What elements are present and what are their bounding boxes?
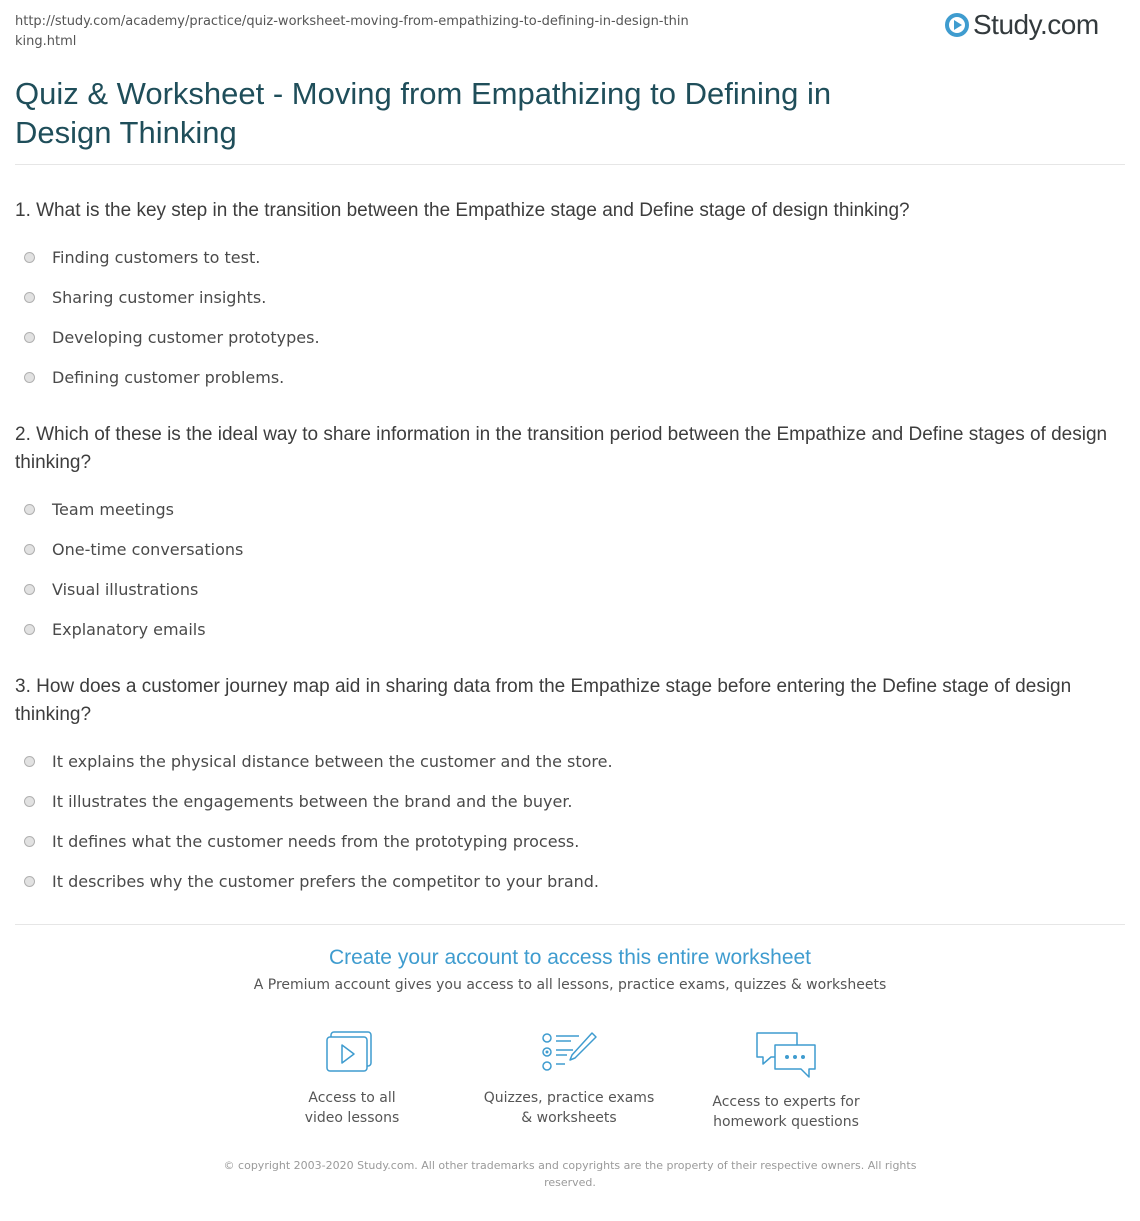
radio-button[interactable] — [24, 876, 35, 887]
answer-option[interactable] — [15, 781, 1125, 821]
radio-button[interactable] — [24, 292, 35, 303]
radio-button[interactable] — [24, 504, 35, 515]
option-label: It illustrates the engagements between the brand and the buyer. — [52, 791, 573, 811]
question-1 — [15, 197, 1125, 397]
feature-line: & worksheets — [521, 1110, 617, 1126]
title-divider — [15, 164, 1125, 165]
logo-text: Study.com — [973, 9, 1099, 40]
study-logo[interactable] — [944, 8, 1099, 42]
radio-button[interactable] — [24, 584, 35, 595]
radio-button[interactable] — [24, 544, 35, 555]
cta-divider — [15, 924, 1125, 925]
feature-line: Access to experts for — [712, 1094, 860, 1110]
answer-option[interactable] — [15, 569, 1125, 609]
option-label: Finding customers to test. — [52, 247, 261, 267]
copyright-notice: © copyright 2003-2020 Study.com. All other trademarks and copyrights are the property of their respective owners. All rights reserved. — [223, 1159, 917, 1189]
answer-option[interactable] — [15, 489, 1125, 529]
feature-experts — [676, 1030, 896, 1132]
feature-line: Access to all — [308, 1090, 396, 1106]
feature-line: video lessons — [304, 1110, 400, 1126]
answer-option[interactable] — [15, 237, 1125, 277]
option-label: Explanatory emails — [52, 619, 206, 639]
option-label: Defining customer problems. — [52, 367, 285, 387]
option-label: Team meetings — [52, 499, 174, 519]
radio-button[interactable] — [24, 252, 35, 263]
answer-option[interactable] — [15, 609, 1125, 649]
radio-button[interactable] — [24, 836, 35, 847]
question-2 — [15, 421, 1125, 649]
question-text: 3. How does a customer journey map aid in sharing data from the Empathize stage before entering the Define stage of design thinking? — [15, 676, 1072, 725]
feature-text — [676, 1092, 896, 1132]
video-lessons-icon — [324, 1030, 380, 1076]
page-title: Quiz & Worksheet - Moving from Empathizing to Defining in Design Thinking — [15, 76, 832, 150]
option-label: One-time conversations — [52, 539, 244, 559]
question-text: 2. Which of these is the ideal way to share information in the transition period between the Empathize and Define stages of design thinking? — [15, 424, 1108, 473]
radio-button[interactable] — [24, 332, 35, 343]
radio-button[interactable] — [24, 796, 35, 807]
option-label: It explains the physical distance between the customer and the store. — [52, 751, 613, 771]
feature-text — [459, 1088, 679, 1128]
option-label: Visual illustrations — [52, 579, 199, 599]
feature-text — [242, 1088, 462, 1128]
quiz-checklist-icon — [539, 1030, 599, 1076]
feature-video-lessons — [242, 1030, 462, 1128]
chat-bubbles-icon — [754, 1030, 818, 1080]
page-url: http://study.com/academy/practice/quiz-worksheet-moving-from-empathizing-to-defining-in-design-thinking.html — [15, 14, 689, 49]
question-3 — [15, 673, 1125, 901]
radio-button[interactable] — [24, 372, 35, 383]
answer-options — [15, 489, 1125, 649]
feature-line: homework questions — [713, 1114, 859, 1130]
answer-option[interactable] — [15, 861, 1125, 901]
option-label: It describes why the customer prefers the competitor to your brand. — [52, 871, 600, 891]
option-label: Sharing customer insights. — [52, 287, 267, 307]
play-circle-icon — [944, 12, 970, 38]
feature-quizzes — [459, 1030, 679, 1128]
cta-subtitle: A Premium account gives you access to all lessons, practice exams, quizzes & worksheets — [253, 977, 887, 993]
create-account-link[interactable]: Create your account to access this entire worksheet — [328, 946, 812, 969]
answer-option[interactable] — [15, 317, 1125, 357]
answer-options — [15, 741, 1125, 901]
answer-options — [15, 237, 1125, 397]
answer-option[interactable] — [15, 741, 1125, 781]
option-label: It defines what the customer needs from the prototyping process. — [52, 831, 580, 851]
radio-button[interactable] — [24, 756, 35, 767]
answer-option[interactable] — [15, 529, 1125, 569]
option-label: Developing customer prototypes. — [52, 327, 320, 347]
answer-option[interactable] — [15, 821, 1125, 861]
answer-option[interactable] — [15, 277, 1125, 317]
question-text: 1. What is the key step in the transition between the Empathize stage and Define stage of design thinking? — [15, 200, 910, 221]
radio-button[interactable] — [24, 624, 35, 635]
answer-option[interactable] — [15, 357, 1125, 397]
feature-line: Quizzes, practice exams — [483, 1090, 655, 1106]
